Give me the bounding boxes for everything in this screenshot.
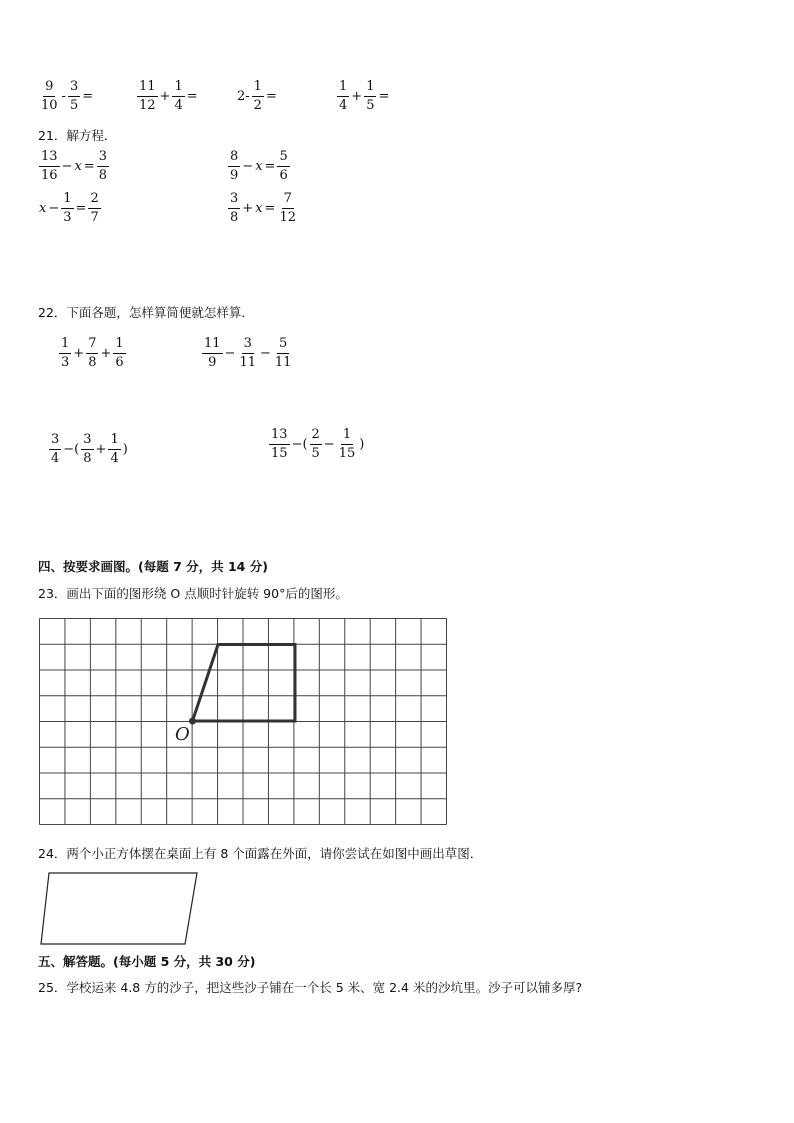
question-25-title: 25．学校运来 4.8 方的沙子，把这些沙子铺在一个长 5 米、宽 2.4 米的沙坑里。沙子可以铺多厚? [38, 980, 583, 995]
quadrilateral-shape [193, 645, 296, 722]
calc-expression-2: $\frac{11}{9}$ − $\frac{3}{11}$ − $\frac{5}{11}$ [204, 336, 292, 370]
fraction: $\frac{11}{12}$ [139, 79, 156, 113]
fraction: $\frac{13}{16}$ [41, 149, 58, 183]
calc-expression-4: $\frac{13}{15}$ −( $\frac{2}{5}$ − $\frac{1}{15}$ ) [271, 427, 365, 461]
fraction: $\frac{1}{6}$ [115, 336, 124, 370]
fraction: $\frac{5}{6}$ [279, 149, 288, 183]
fraction: $\frac{1}{2}$ [253, 79, 262, 113]
fraction: $\frac{3}{8}$ [98, 149, 107, 183]
parallelogram-drawing-area[interactable] [38, 870, 202, 948]
exercise-11-12-plus-1-4: $\frac{11}{12}$ + $\frac{1}{4}$ = [139, 79, 198, 113]
fraction: $\frac{3}{5}$ [69, 79, 79, 113]
rotation-grid-figure [39, 618, 449, 826]
fraction: $\frac{1}{3}$ [61, 336, 70, 370]
section-5-heading: 五、解答题。(每小题 5 分，共 30 分) [38, 954, 256, 969]
fraction: $\frac{5}{11}$ [274, 336, 292, 370]
question-24-title: 24．两个小正方体摆在桌面上有 8 个面露在外面，请你尝试在如图中画出草图． [38, 846, 483, 861]
fraction: $\frac{7}{8}$ [88, 336, 97, 370]
equation-3: x − $\frac{1}{3}$ = $\frac{2}{7}$ [39, 191, 99, 225]
fraction: $\frac{11}{9}$ [204, 336, 221, 370]
fraction: $\frac{3}{4}$ [51, 432, 60, 466]
point-o-label: O [175, 724, 190, 745]
equation-1: $\frac{13}{16}$ − x = $\frac{3}{8}$ [41, 149, 107, 183]
fraction: $\frac{8}{9}$ [230, 149, 239, 183]
fraction: $\frac{1}{4}$ [339, 79, 348, 113]
equation-4: $\frac{3}{8}$ + x = $\frac{7}{12}$ [230, 191, 296, 225]
fraction: $\frac{1}{5}$ [366, 79, 375, 113]
fraction: $\frac{9}{10}$ [41, 79, 58, 113]
question-21-title: 21．解方程． [38, 128, 117, 143]
fraction: $\frac{1}{4}$ [110, 432, 119, 466]
fraction: $\frac{1}{15}$ [338, 427, 356, 461]
fraction: $\frac{3}{8}$ [83, 432, 92, 466]
fraction: $\frac{1}{3}$ [63, 191, 72, 225]
question-23-title: 23．画出下面的图形绕 O 点顺时针旋转 90°后的图形。 [38, 586, 348, 601]
fraction: $\frac{3}{8}$ [230, 191, 239, 225]
equation-2: $\frac{8}{9}$ − x = $\frac{5}{6}$ [230, 149, 288, 183]
fraction: $\frac{3}{11}$ [239, 336, 256, 370]
calc-expression-1: $\frac{1}{3}$ + $\frac{7}{8}$ + $\frac{1}{6}$ [61, 336, 124, 370]
exercise-1-4-plus-1-5: $\frac{1}{4}$ + $\frac{1}{5}$ = [339, 79, 390, 113]
parallelogram [41, 873, 197, 944]
fraction: $\frac{1}{4}$ [174, 79, 183, 113]
calc-expression-3: $\frac{3}{4}$ −( $\frac{3}{8}$ + $\frac{1}{4}$ ) [51, 432, 128, 466]
fraction: $\frac{2}{5}$ [311, 427, 320, 461]
fraction: $\frac{7}{12}$ [279, 191, 296, 225]
fraction: $\frac{13}{15}$ [271, 427, 288, 461]
point-o [189, 718, 196, 725]
exercise-2-minus-1-2: 2- $\frac{1}{2}$ = [237, 79, 277, 113]
fraction: $\frac{2}{7}$ [90, 191, 99, 225]
section-4-heading: 四、按要求画图。(每题 7 分，共 14 分) [38, 559, 268, 574]
exercise-9-10-minus-3-5: $\frac{9}{10}$ - $\frac{3}{5}$ = [41, 79, 94, 113]
question-22-title: 22．下面各题，怎样算简便就怎样算． [38, 305, 254, 320]
